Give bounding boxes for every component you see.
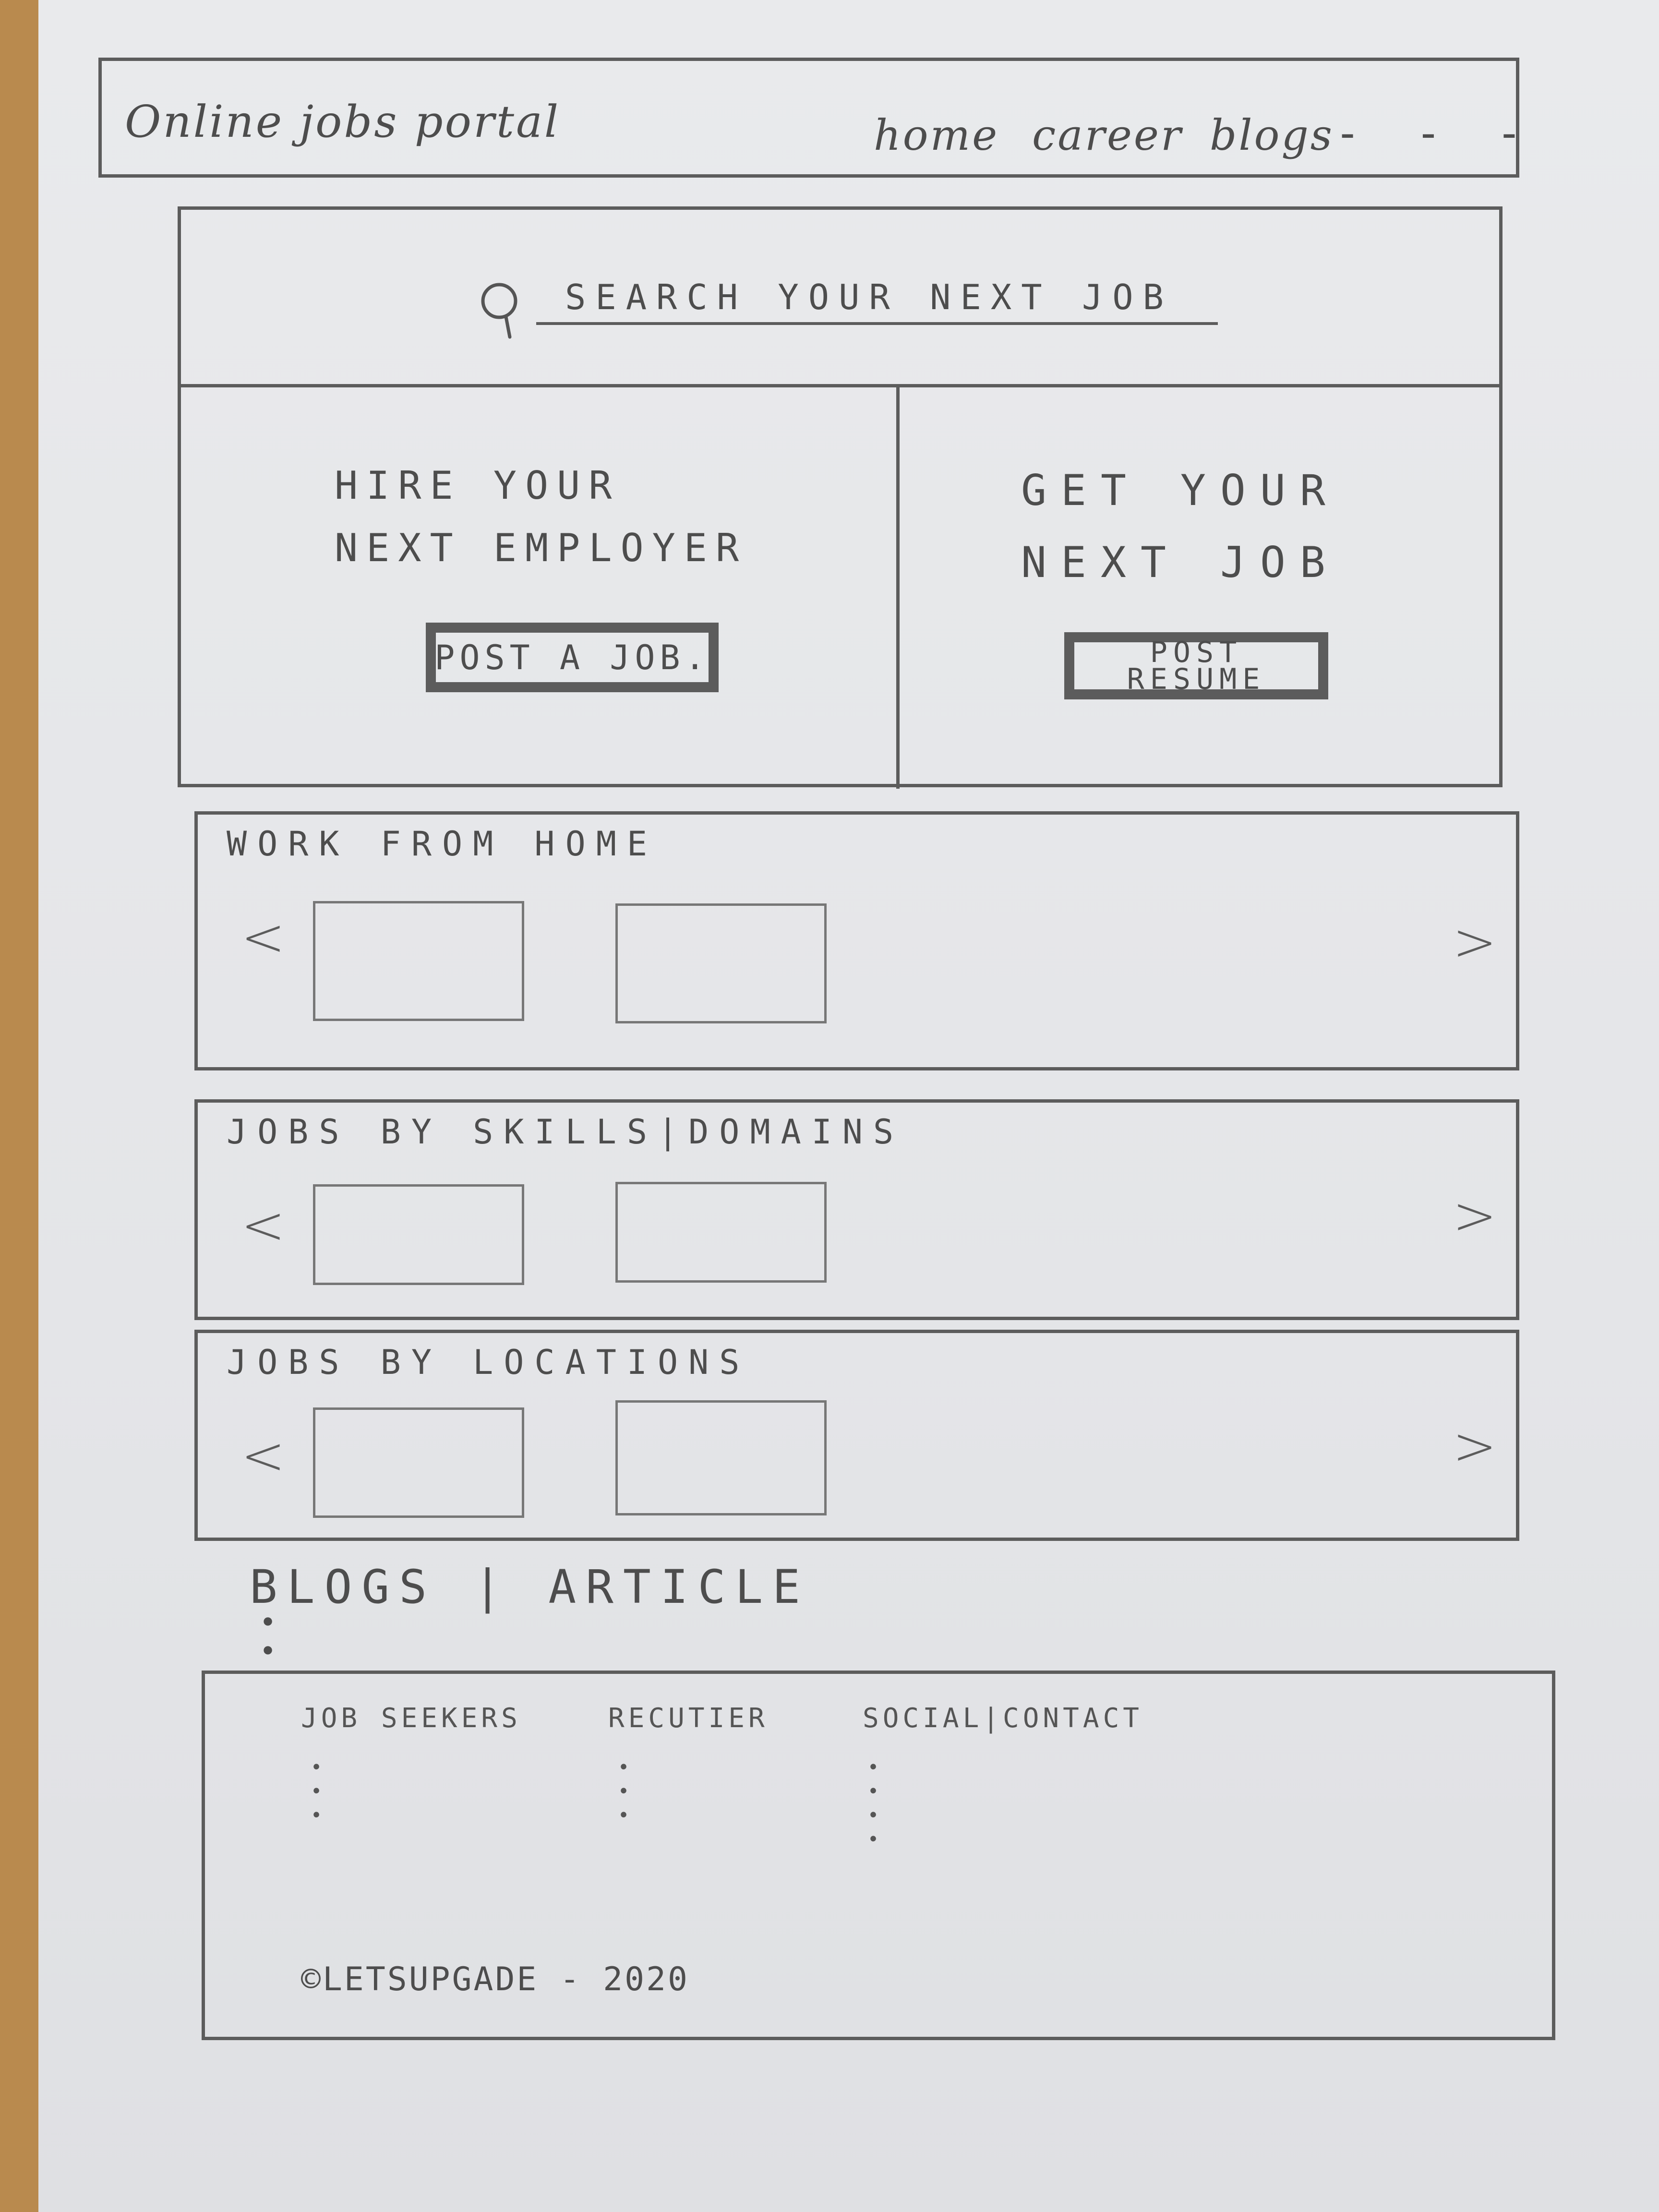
hire-heading: HIRE YOUR NEXT EMPLOYER	[335, 463, 748, 570]
job-card[interactable]	[313, 901, 524, 1021]
nav-home[interactable]: home	[874, 110, 999, 160]
jobs-by-skills-section	[194, 1099, 1519, 1320]
job-card[interactable]	[615, 1400, 827, 1515]
carousel-next-arrow[interactable]: >	[1452, 1185, 1497, 1246]
job-card[interactable]	[615, 903, 827, 1023]
search-input[interactable]	[536, 272, 1218, 325]
footer-social-links[interactable]: • • • •	[867, 1756, 879, 1851]
footer-recruiter-title: RECUTIER	[608, 1703, 769, 1734]
carousel-next-arrow[interactable]: >	[1452, 911, 1497, 973]
carousel-prev-arrow[interactable]: <	[241, 1194, 286, 1256]
job-card[interactable]	[615, 1182, 827, 1283]
post-job-button[interactable]: POST A JOB.	[426, 623, 719, 692]
hero-column-divider	[896, 387, 900, 789]
footer-recruiter-links[interactable]: • • •	[618, 1756, 630, 1827]
blogs-list: • •	[259, 1606, 277, 1668]
section-title: JOBS BY LOCATIONS	[227, 1343, 750, 1382]
carousel-prev-arrow[interactable]: <	[241, 906, 286, 968]
carousel-prev-arrow[interactable]: <	[241, 1425, 286, 1486]
footer-social-title: SOCIAL|CONTACT	[863, 1703, 1143, 1734]
search-icon[interactable]	[476, 279, 529, 342]
nav-more[interactable]: - - -	[1334, 108, 1537, 158]
search-bar	[181, 210, 1499, 387]
copyright-text: ©LETSUPGADE - 2020	[301, 1960, 689, 1998]
section-title: JOBS BY SKILLS|DOMAINS	[227, 1112, 904, 1152]
work-from-home-section	[194, 811, 1519, 1070]
get-job-heading: GET YOUR NEXT JOB	[1021, 466, 1340, 587]
blogs-heading[interactable]: BLOGS | ARTICLE	[250, 1560, 810, 1614]
brand-logo[interactable]: Online jobs portal	[125, 96, 561, 147]
job-card[interactable]	[313, 1184, 524, 1285]
jobs-by-locations-section	[194, 1330, 1519, 1541]
nav-blogs[interactable]: blogs	[1210, 110, 1334, 160]
job-card[interactable]	[313, 1407, 524, 1518]
site-footer	[202, 1671, 1555, 2040]
footer-job-seekers-links[interactable]: • • •	[311, 1756, 323, 1827]
footer-job-seekers-title: JOB SEEKERS	[301, 1703, 521, 1734]
carousel-next-arrow[interactable]: >	[1452, 1415, 1497, 1477]
nav-career[interactable]: career	[1032, 110, 1183, 160]
hero-panel	[178, 206, 1503, 787]
post-resume-button[interactable]: POST RESUME	[1064, 632, 1328, 699]
section-title: WORK FROM HOME	[227, 824, 658, 864]
